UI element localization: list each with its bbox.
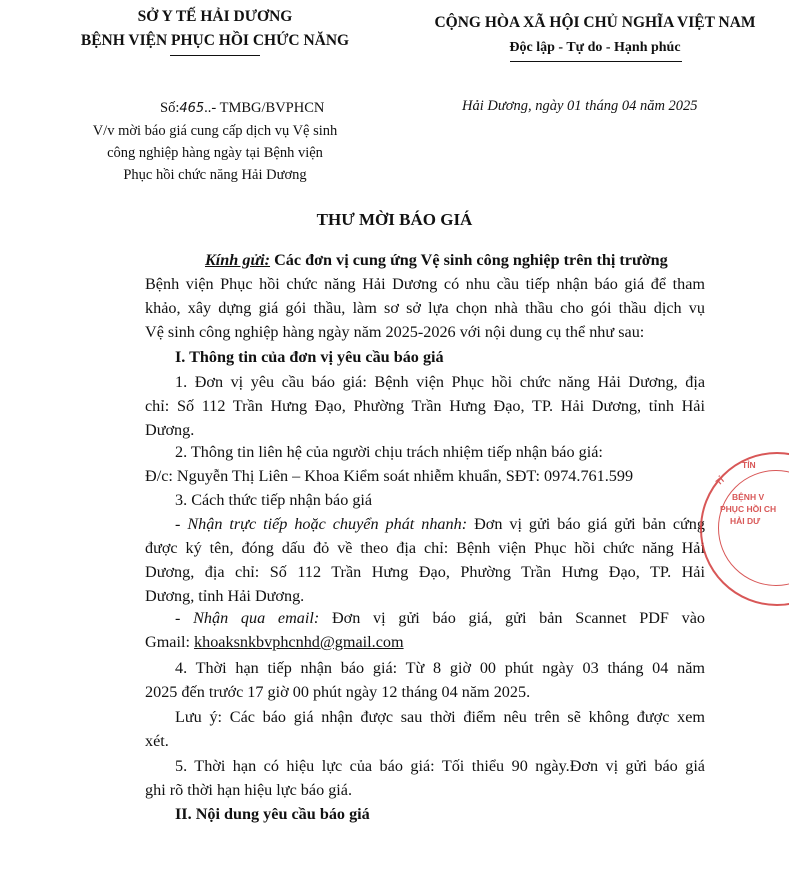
- note-line-2: xét.: [145, 732, 169, 750]
- stamp-line-1: BỆNH V: [732, 492, 765, 502]
- stamp-top-text: TỈN: [742, 460, 756, 470]
- so-label: Số:: [160, 100, 180, 116]
- stamp-left-text: TỈ: [713, 474, 726, 488]
- item-2-line-1: 2. Thông tin liên hệ của người chịu trách nhiệm tiếp nhận báo giá:: [175, 443, 603, 461]
- item-1-line-1: 1. Đơn vị yêu cầu báo giá: Bệnh viện Phục hồi chức năng Hải Dương, địa: [175, 373, 705, 391]
- email-label: - Nhận qua email:: [175, 609, 320, 627]
- direct-line-4: Dương, tỉnh Hải Dương.: [145, 587, 305, 605]
- motto-underline: [510, 61, 682, 62]
- so-suffix: ..- TMBG/BVPHCN: [204, 100, 325, 116]
- document-number: [160, 100, 324, 117]
- red-seal-stamp: [700, 452, 789, 606]
- handwritten-number: 465: [179, 101, 205, 116]
- stamp-line-3: HẢI DƯ: [730, 516, 761, 526]
- item-4-line-1: 4. Thời hạn tiếp nhận báo giá: Từ 8 giờ 00 phút ngày 03 tháng 04 năm: [175, 659, 705, 677]
- subject-line-3: Phục hồi chức năng Hải Dương: [123, 167, 307, 183]
- email-text: Đơn vị gửi báo giá, gửi bản Scannet PDF vào: [331, 609, 705, 627]
- section-1-heading: I. Thông tin của đơn vị yêu cầu báo giá: [175, 348, 444, 366]
- item-1-line-2: chỉ: Số 112 Trần Hưng Đạo, Phường Trần Hưng Đạo, TP. Hải Dương, tỉnh Hải: [145, 397, 705, 415]
- page-title: THƯ MỜI BÁO GIÁ: [316, 210, 473, 229]
- note-line-1: Lưu ý: Các báo giá nhận được sau thời điểm nêu trên sẽ không được xem: [175, 708, 705, 726]
- item-3: 3. Cách thức tiếp nhận báo giá: [175, 491, 373, 509]
- direct-line-1: [175, 512, 705, 537]
- kinh-gui-text: Các đơn vị cung ứng Vệ sinh công nghiệp trên thị trường: [274, 251, 668, 269]
- stamp-line-2: PHỤC HỒI CH: [720, 504, 777, 514]
- gmail-label: Gmail:: [145, 633, 190, 651]
- subject-line-1: V/v mời báo giá cung cấp dịch vụ Vệ sinh: [92, 123, 338, 139]
- intro-line-2: khảo, xây dựng giá gói thầu, làm sơ sở lựa chọn nhà thầu cho gói thầu dịch vụ: [145, 299, 705, 317]
- section-2-heading: II. Nội dung yêu cầu báo giá: [175, 805, 370, 823]
- direct-line-3: Dương, địa chỉ: Số 112 Trần Hưng Đạo, Phường Trần Hưng Đạo, TP. Hải: [145, 563, 705, 581]
- document-date: Hải Dương, ngày 01 tháng 04 năm 2025: [462, 98, 698, 114]
- gmail-address-link[interactable]: khoaksnkbvphcnhd@gmail.com: [194, 633, 404, 651]
- motto: Độc lập - Tự do - Hạnh phúc: [509, 40, 681, 55]
- email-line: [175, 606, 705, 631]
- item-2-line-2: Đ/c: Nguyễn Thị Liên – Khoa Kiểm soát nhiễm khuẩn, SĐT: 0974.761.599: [145, 467, 634, 485]
- direct-label: - Nhận trực tiếp hoặc chuyển phát nhanh:: [175, 515, 468, 533]
- kinh-gui-label: Kính gửi:: [205, 251, 271, 269]
- gmail-line: [145, 630, 404, 655]
- country-name: CỘNG HÒA XÃ HỘI CHỦ NGHĨA VIỆT NAM: [434, 14, 756, 31]
- subject-line-2: công nghiệp hàng ngày tại Bệnh viện: [107, 145, 323, 161]
- recipient-line: [205, 248, 668, 273]
- direct-text: Đơn vị gửi báo giá gửi bản cứng: [474, 515, 705, 533]
- direct-line-2: được ký tên, đóng dấu đỏ về theo địa chỉ: Bệnh viện Phục hồi chức năng Hải: [145, 539, 705, 557]
- item-5-line-1: 5. Thời hạn có hiệu lực của báo giá: Tối thiểu 90 ngày.Đơn vị gửi báo giá: [175, 757, 705, 775]
- intro-line-3: Vệ sinh công nghiệp hàng ngày năm 2025-2026 với nội dung cụ thể như sau:: [145, 323, 645, 341]
- item-5-line-2: ghi rõ thời hạn hiệu lực báo giá.: [145, 781, 353, 799]
- hospital-name: BỆNH VIỆN PHỤC HỒI CHỨC NĂNG: [80, 32, 350, 49]
- item-1-line-3: Dương.: [145, 421, 195, 439]
- agency-name: SỞ Y TẾ HẢI DƯƠNG: [137, 8, 293, 25]
- hospital-underline: [170, 55, 260, 56]
- stamp-inner-ring: [718, 470, 789, 586]
- item-4-line-2: 2025 đến trước 17 giờ 00 phút ngày 12 tháng 04 năm 2025.: [145, 683, 531, 701]
- intro-line-1: Bệnh viện Phục hồi chức năng Hải Dương có nhu cầu tiếp nhận báo giá để tham: [145, 275, 705, 293]
